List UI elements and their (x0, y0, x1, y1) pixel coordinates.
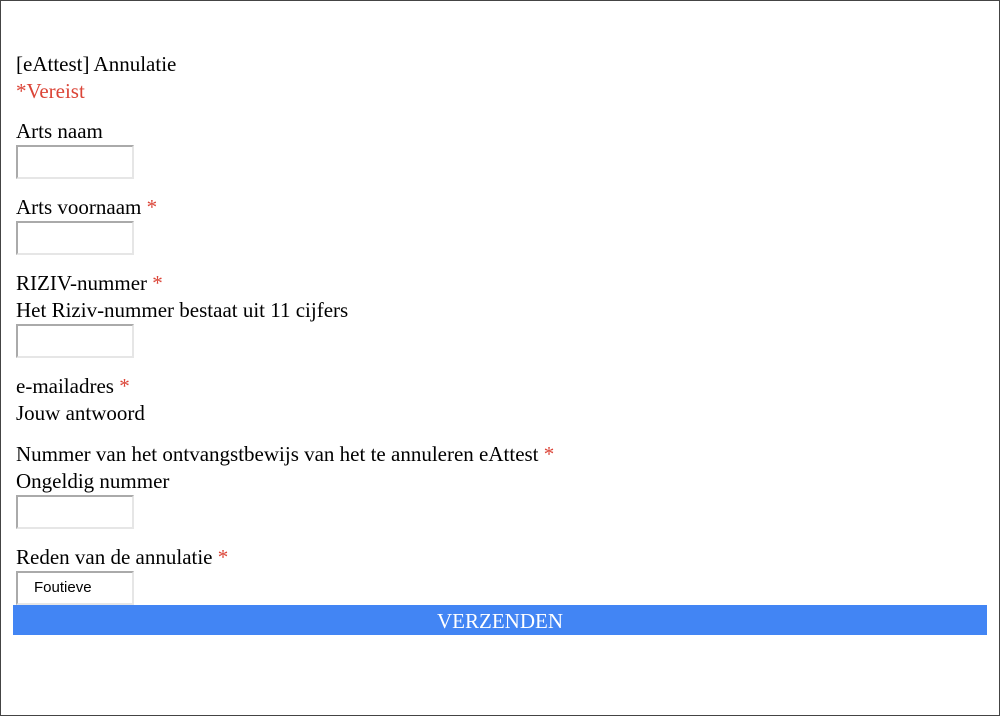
riziv-help: Het Riziv-nummer bestaat uit 11 cijfers (16, 298, 349, 322)
ontvangstbewijs-error: Ongeldig nummer (16, 469, 170, 493)
email-label: e-mailadres * (16, 374, 130, 398)
arts-voornaam-input[interactable] (16, 221, 134, 255)
arts-voornaam-label: Arts voornaam * (16, 195, 158, 219)
reden-select[interactable]: Foutieve (16, 571, 134, 605)
riziv-label: RIZIV-nummer * (16, 271, 163, 295)
arts-naam-label: Arts naam (16, 119, 103, 143)
form-title: [eAttest] Annulatie (16, 52, 177, 76)
reden-label: Reden van de annulatie * (16, 545, 229, 569)
submit-button[interactable]: VERZENDEN (13, 605, 987, 635)
ontvangstbewijs-input[interactable] (16, 495, 134, 529)
arts-naam-input[interactable] (16, 145, 134, 179)
riziv-input[interactable] (16, 324, 134, 358)
ontvangstbewijs-label: Nummer van het ontvangstbewijs van het te annuleren eAttest * (16, 442, 555, 466)
email-input[interactable]: Jouw antwoord (16, 401, 145, 425)
required-note: *Vereist (16, 79, 85, 103)
